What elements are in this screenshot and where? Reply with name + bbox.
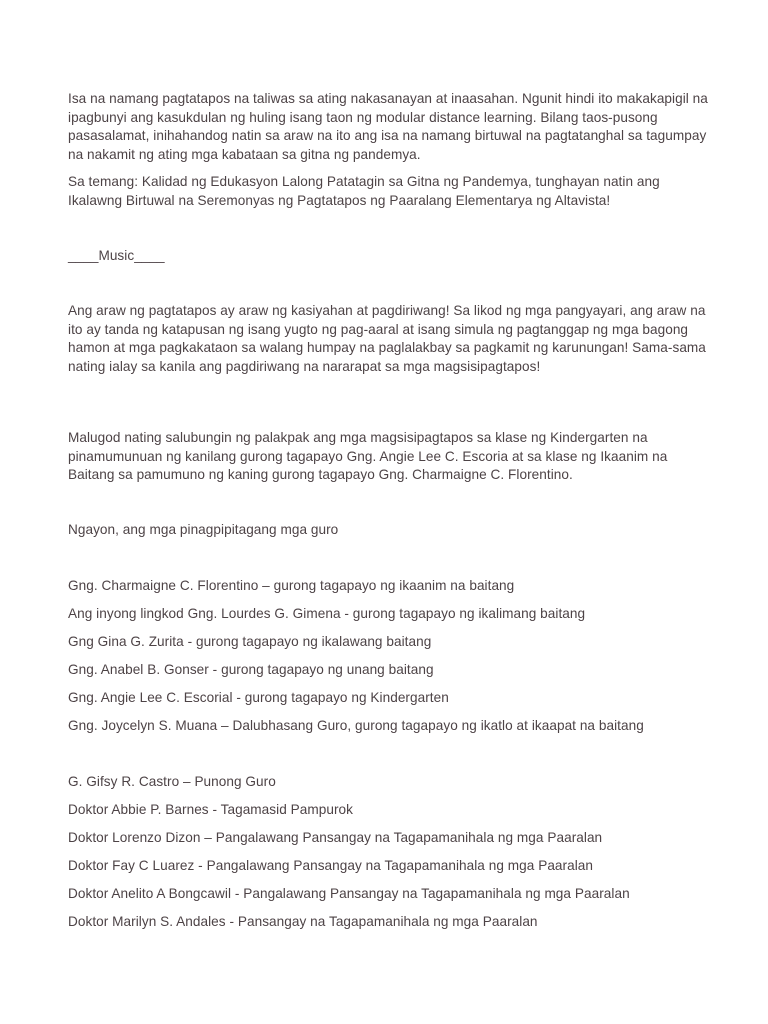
- intro-paragraph: Isa na namang pagtatapos na taliwas sa ating nakasanayan at inaasahan. Ngunit hindi ito makakapigil na ipagbunyi ang kasukdulan ng huling isang taon ng modular distance learning. Bilang taos-pusong pasasalamat, inihahandog natin sa araw na ito ang isa na namang birtuwal na pagtatanghal sa tagumpay na nakamit ng ating mga kabataan sa gitna ng pandemya.: [68, 91, 708, 162]
- celebration-paragraph: Ang araw ng pagtatapos ay araw ng kasiyahan at pagdiriwang! Sa likod ng mga pangyayari, ang araw na ito ay tanda ng katapusan ng isang yugto ng pag-aaral at isang simula ng pagtanggap ng mga bagong hamon at mga pagkakataon sa walang humpay na paglalakbay sa pagkamit ng karunungan! Sama-sama nating ialay sa kanila ang pagdiriwang na nararapat sa mga magsisipagtapos!: [68, 303, 706, 374]
- official-line: Doktor Fay C Luarez - Pangalawang Pansangay na Tagapamanihala ng mga Paaralan: [68, 858, 594, 873]
- teachers-intro: Ngayon, ang mga pinagpipitagang mga guro: [68, 522, 339, 537]
- teacher-line: Gng. Anabel B. Gonser - gurong tagapayo ng unang baitang: [68, 662, 434, 677]
- welcome-paragraph: Malugod nating salubungin ng palakpak ang mga magsisipagtapos sa klase ng Kindergarten na pinamumunuan ng kanilang gurong tagapayo Gng. Angie Lee C. Escoria at sa klase ng Ikaanim na Baitang sa pamumuno ng kaning gurong tagapayo Gng. Charmaigne C. Florentino.: [68, 430, 668, 482]
- teacher-line: Gng. Charmaigne C. Florentino – gurong tagapayo ng ikaanim na baitang: [68, 578, 515, 593]
- official-line: G. Gifsy R. Castro – Punong Guro: [68, 774, 276, 789]
- theme-paragraph: Sa temang: Kalidad ng Edukasyon Lalong Patatagin sa Gitna ng Pandemya, tunghayan natin ang Ikalawng Birtuwal na Seremonyas ng Pagtatapos ng Paaralang Elementarya ng Altavista!: [68, 174, 660, 208]
- teacher-line: Gng. Angie Lee C. Escorial - gurong tagapayo ng Kindergarten: [68, 690, 449, 705]
- official-line: Doktor Anelito A Bongcawil - Pangalawang Pansangay na Tagapamanihala ng mga Paaralan: [68, 886, 630, 901]
- official-line: Doktor Abbie P. Barnes - Tagamasid Pampurok: [68, 802, 354, 817]
- teacher-line: Gng. Joycelyn S. Muana – Dalubhasang Guro, gurong tagapayo ng ikatlo at ikaapat na baitang: [68, 718, 644, 733]
- teacher-line: Gng Gina G. Zurita - gurong tagapayo ng ikalawang baitang: [68, 634, 432, 649]
- official-line: Doktor Lorenzo Dizon – Pangalawang Pansangay na Tagapamanihala ng mga Paaralan: [68, 830, 603, 845]
- teacher-line: Ang inyong lingkod Gng. Lourdes G. Gimena - gurong tagapayo ng ikalimang baitang: [68, 606, 586, 621]
- music-cue: ____Music____: [68, 248, 165, 263]
- official-line: Doktor Marilyn S. Andales - Pansangay na Tagapamanihala ng mga Paaralan: [68, 914, 538, 929]
